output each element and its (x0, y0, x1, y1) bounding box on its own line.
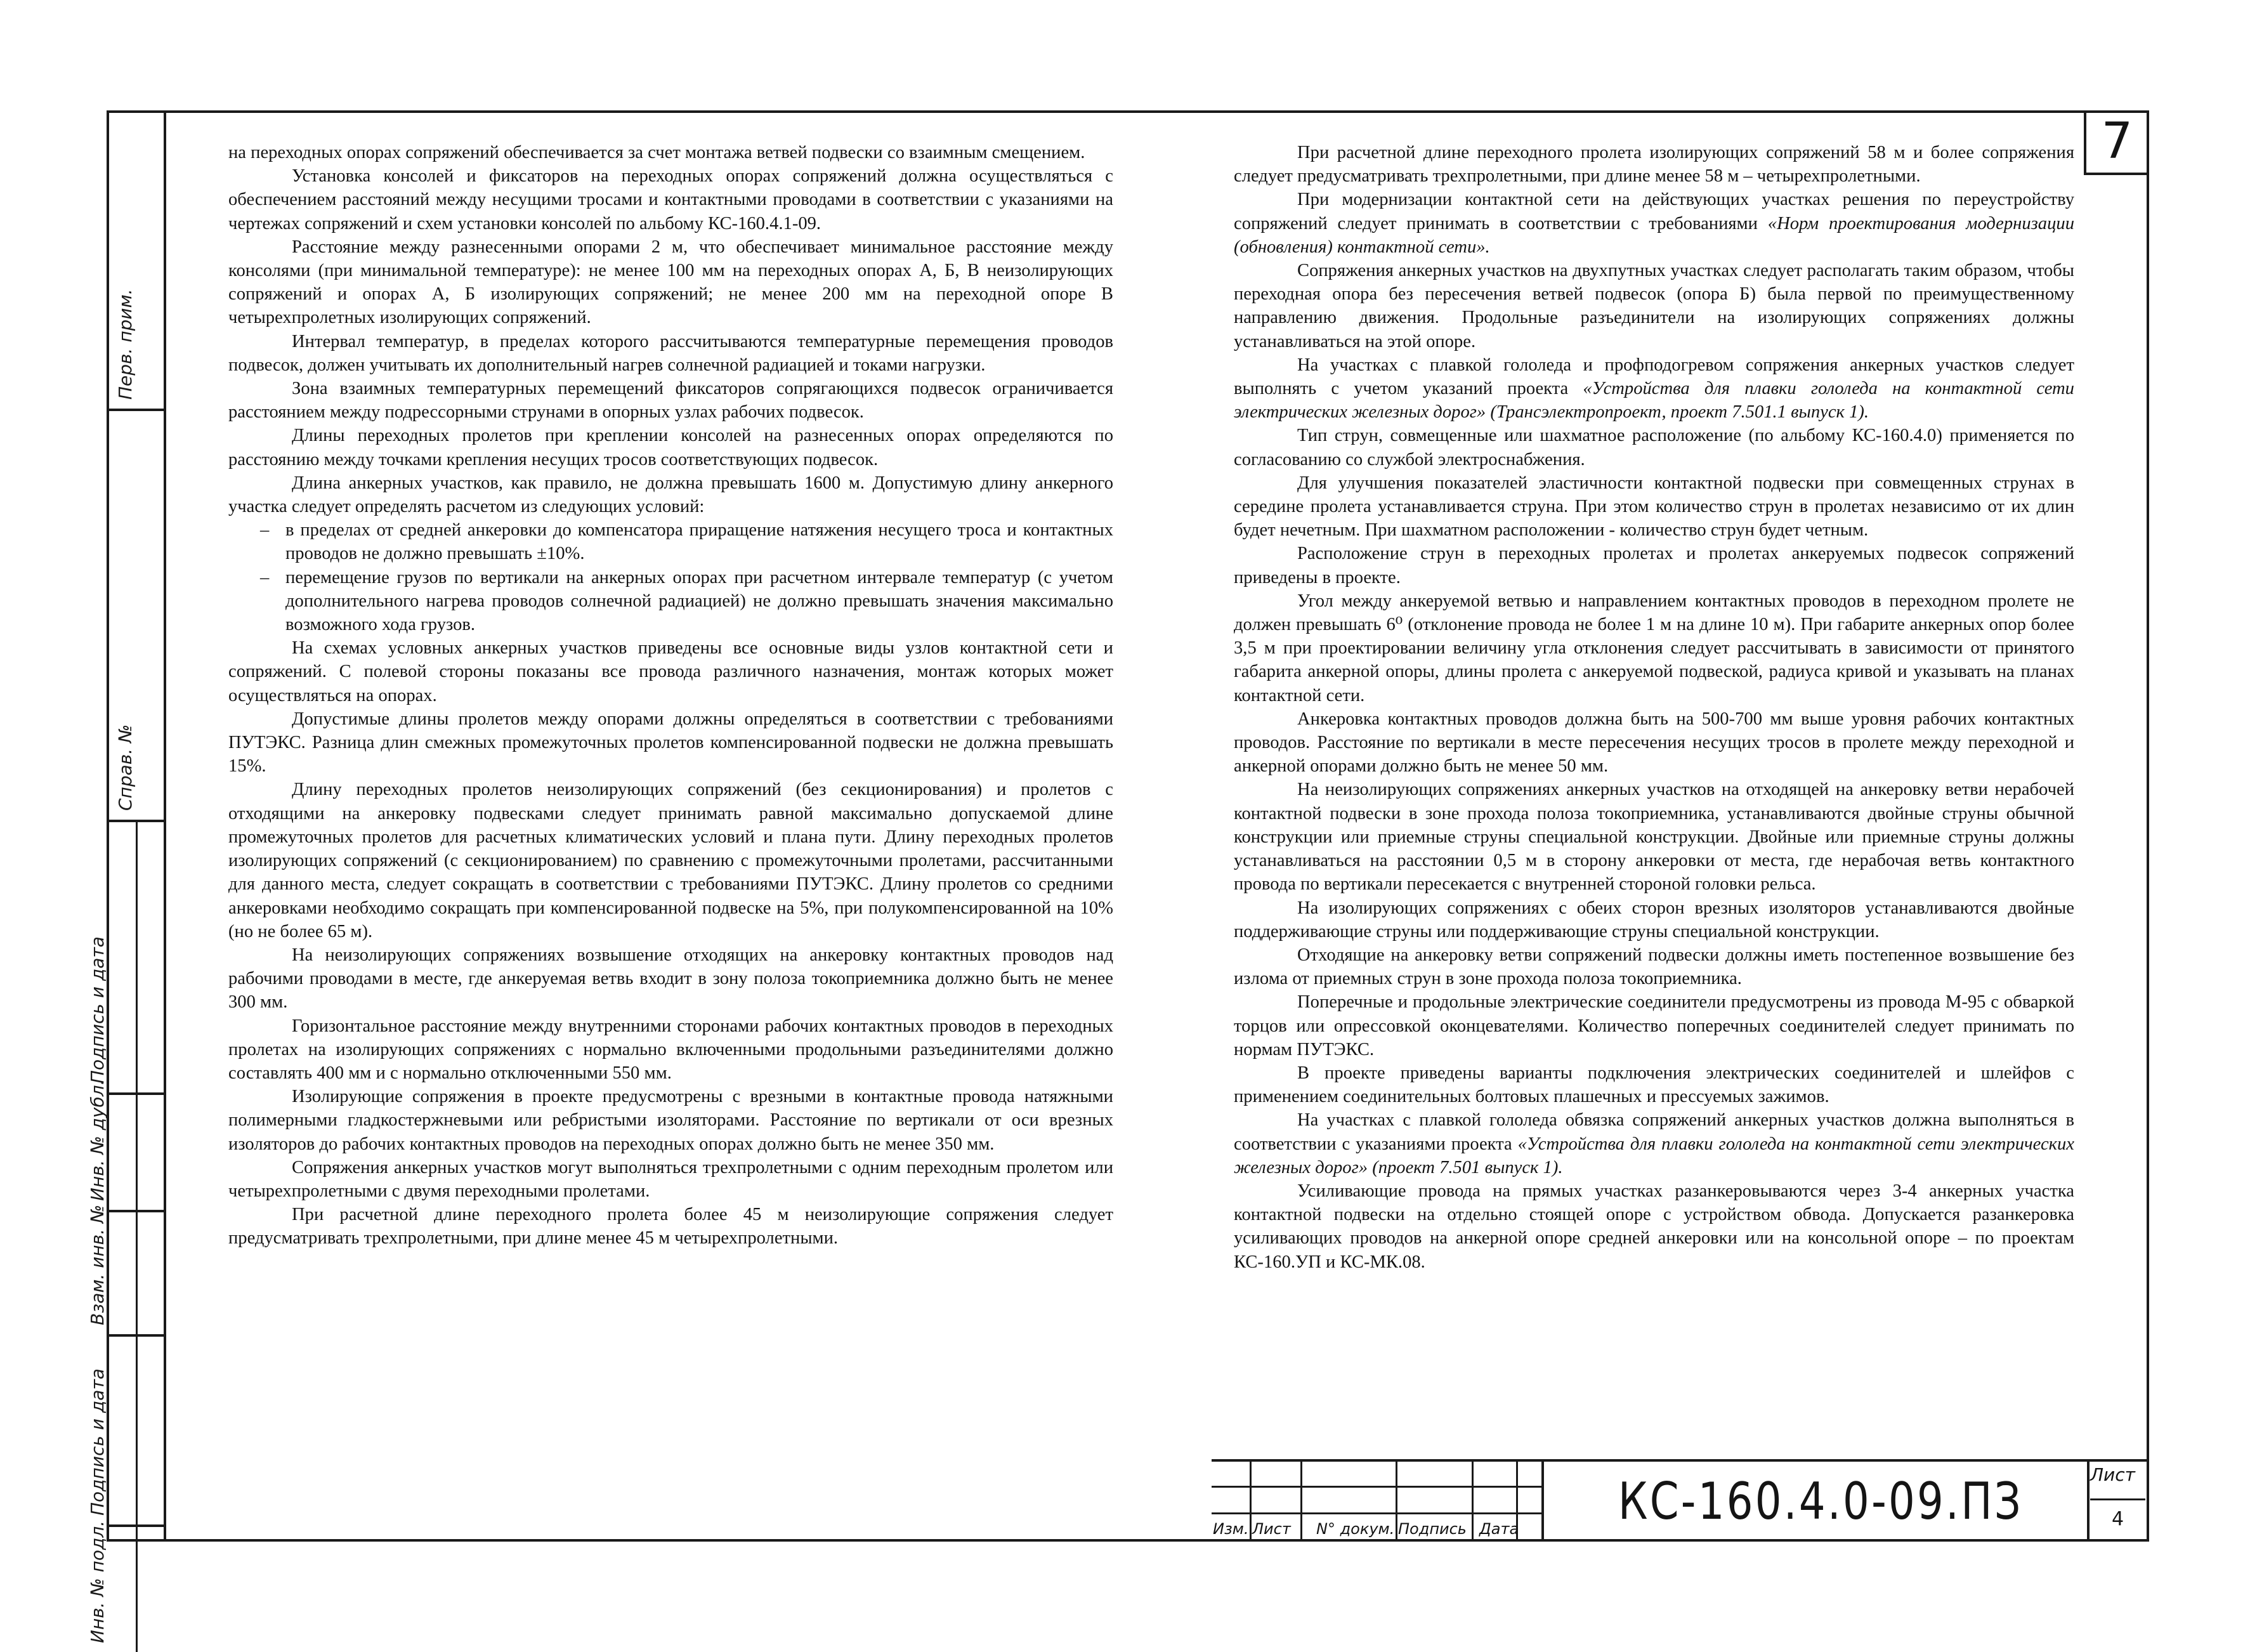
paragraph: Расстояние между разнесенными опорами 2 м, что обеспечивает минимальное расстояние между консолями (при минимальной температуре): не менее 100 мм на переходных опорах А, Б, В неизолирующих сопряжений и опорах А, Б изолирующих сопряжений; не менее 200 мм на переходной опоре В четырехпролетных изолирующих сопряжений. (228, 237, 1113, 328)
paragraph-reference: «Норм проектирования модернизации (обновления) контактной сети». (1234, 213, 2074, 257)
grid-line (1250, 1462, 1252, 1539)
paragraph: Для улучшения показателей эластичности контактной подвески при совмещенных струнах в середине пролета устанавливается струна. При этом количество струн в пролетах независимо от их длин будет нечетным. При шахматном расположении - количество струн будет четным. (1234, 473, 2074, 541)
paragraph: В проекте приведены варианты подключения электрических соединителей и шлейфов с применением соединительных болтовых плашечных и прессуемых зажимов. (1234, 1063, 2074, 1107)
perv-prim-label: Перв. прим. (115, 289, 136, 400)
list-item: – перемещение грузов по вертикали на анкерных опорах при расчетном интервале температур (с учетом дополнительного нагрева проводов солнечной радиацией) не должно превышать значения максимально возможного хода грузов. (228, 566, 1113, 637)
paragraph-reference: «Устройства для плавки гололеда на контактной сети электрических железных дорог» (проект 7.501 выпуск 1). (1234, 1134, 2074, 1177)
list-label: Лист (2090, 1464, 2135, 1485)
grid-line (1212, 1486, 1541, 1488)
paragraph: На неизолирующих сопряжениях анкерных участков на отходящей на анкеровку ветви нерабочей контактной подвески в зоне прохода полоза токоприемника, устанавливаются двойные струны обычной конструкции или приемные струны специальной конструкции. Двойные или приемные струны должны устанавливаться на расстоянии 0,5 м в сторону анкеровки от места, где нерабочая ветвь контактного провода по вертикали пересекается с внутренней стороной головки рельса. (1234, 780, 2074, 895)
inv-dubl-label: Инв. № дубл. (87, 1079, 108, 1201)
paragraph (1234, 188, 2074, 259)
paragraph-text: При модернизации контактной сети на действующих участках решения по переустройству сопряжений следует принимать в соответствии с требованиями (1234, 190, 2074, 233)
sprav-no-cell (108, 411, 164, 822)
document-code: КС-160.4.0-09.ПЗ (1618, 1472, 2024, 1531)
paragraph: При расчетной длине переходного пролета изолирующих сопряжений 58 м и более сопряжения следует предусматривать трехпролетными, при длине менее 58 м – четырехпролетными. (1234, 143, 2074, 187)
paragraph: Длина анкерных участков, как правило, не должна превышать 1600 м. Допустимую длину анкерного участка следует определять расчетом из следующих условий: (228, 473, 1113, 517)
left-text-column (228, 141, 1113, 1250)
paragraph-text: На участках с плавкой гололеда и профподогревом сопряжения анкерных участков следует выполнять с учетом указаний проекта (1234, 355, 2074, 399)
title-block-divider (1541, 1462, 1544, 1539)
paragraph: Установка консолей и фиксаторов на переходных опорах сопряжений должна осуществляться с обеспечением расстояний между несущими тросами и контактными проводами в соответствии с указаниями на чертежах сопряжений и схем установки консолей по альбому КС-160.4.1-09. (228, 166, 1113, 233)
podpis-data-label-2: Подпись и дата (87, 1368, 108, 1516)
grid-line (1300, 1462, 1302, 1539)
inv-podl-label: Инв. № подл. (87, 1520, 108, 1643)
title-block-divider (2087, 1462, 2090, 1539)
conditions-list (228, 518, 1113, 636)
paragraph: Расположение струн в переходных пролетах и пролетах анкеруемых подвесок сопряжений приведены в проекте. (1234, 544, 2074, 587)
paragraph: Тип струн, совмещенные или шахматное расположение (по альбому КС-160.4.0) применяется по согласованию со службой электроснабжения. (1234, 426, 2074, 469)
paragraph: Длины переходных пролетов при креплении консолей на разнесенных опорах определяются по расстоянию между точками крепления несущих тросов соответствующих подвесок. (228, 426, 1113, 469)
paragraph: Угол между анкеруемой ветвью и направлением контактных проводов в переходном пролете не должен превышать 6⁰ (отклонение провода не более 1 м на длине 10 м). При габарите анкерных опор более 3,5 м при проектировании величину угла отклонения следует рассчитывать в зависимости от принятого габарита анкерной опоры, длины пролета с анкеруемой подвеской, радиуса кривой и указывать на планах контактной сети. (1234, 591, 2074, 705)
paragraph: Интервал температур, в пределах которого рассчитываются температурные перемещения проводов подвесок, должен учитывать их дополнительный нагрев солнечной радиацией и токами нагрузки. (228, 331, 1113, 375)
header-signature: Подпись (1398, 1520, 1467, 1538)
paragraph: Сопряжения анкерных участков на двухпутных участках следует располагать таким образом, чтобы переходная опора без пересечения ветвей подвесок (опора Б) была первой по преимущественному направлению движения. Продольные разъединители на изолирующих сопряжениях должны устанавливаться на этой опоре. (1234, 261, 2074, 351)
header-doc-no: N° докум. (1316, 1520, 1395, 1538)
podpis-data-cell-2 (87, 1337, 164, 1527)
header-list: Лист (1252, 1520, 1291, 1538)
podpis-data-label-1: Подпись и дата (87, 936, 108, 1084)
paragraph: Изолирующие сопряжения в проекте предусмотрены с врезными в контактные провода натяжными полимерными гладкостержневыми или ребристыми изоляторами. Расстояние по вертикали от оси врезных изоляторов до рабочих контактных проводов на переходных опорах должно быть не менее 350 мм. (228, 1087, 1113, 1154)
paragraph: на переходных опорах сопряжений обеспечивается за счет монтажа ветвей подвески со взаимным смещением. (228, 143, 1085, 162)
paragraph-text: На участках с плавкой гололеда обвязка сопряжений анкерных участков должна выполняться в соответствии с указаниями проекта (1234, 1110, 2074, 1154)
title-block (1212, 1459, 2148, 1539)
paragraph: Отходящие на анкеровку ветви сопряжений подвески должны иметь постепенное возвышение без излома от приемных струн в зоне прохода полоза токоприемника. (1234, 945, 2074, 989)
paragraph: При расчетной длине переходного пролета более 45 м неизолирующие сопряжения следует предусматривать трехпролетными, при длине менее 45 м четырехпролетными. (228, 1205, 1113, 1249)
list-number: 4 (2090, 1498, 2145, 1538)
sheet-number-box (2084, 112, 2148, 175)
paragraph: Сопряжения анкерных участков могут выполняться трехпролетными с одним переходным пролетом или четырехпролетными с двумя переходными пролетами. (228, 1157, 1113, 1201)
header-date: Дата (1479, 1520, 1519, 1538)
perv-prim-cell (108, 112, 164, 411)
left-margin-stamp (87, 112, 166, 1643)
inv-podl-cell (87, 1520, 164, 1652)
paragraph: Зона взаимных температурных перемещений фиксаторов сопрягающихся подвесок ограничивается расстоянием между подрессорными струнами в опорных узлах рабочих подвесок. (228, 379, 1113, 423)
paragraph: Длину переходных пролетов неизолирующих сопряжений (без секционирования) и пролетов с отходящими на анкеровку подвесками следует принимать равной максимально допускаемой длине промежуточных пролетов для расчетных климатических условий и плана пути. Длину переходных пролетов изолирующих сопряжений (с секционированием) по сравнению с промежуточными пролетами, рассчитанными для данного места, следует сокращать в соответствии с требованиями ПУТЭКС. Длину пролетов со средними анкеровками необходимо сокращать при компенсированной подвеске на 5%, при полукомпенсированной на 10% (но не более 65 м). (228, 780, 1113, 941)
list-item: – в пределах от средней анкеровки до компенсатора приращение натяжения несущего троса и контактных проводов не должно превышать ±10%. (228, 518, 1113, 565)
paragraph-reference: «Устройства для плавки гололеда на контактной сети электрических железных дорог» (Трансэлектропроект, проект 7.501.1 выпуск 1). (1234, 379, 2074, 423)
vzam-inv-label: Взам. инв. № (87, 1204, 108, 1325)
sprav-no-label: Справ. № (115, 724, 136, 811)
podpis-data-cell-1 (87, 822, 164, 1095)
paragraph: На неизолирующих сопряжениях возвышение отходящих на анкеровку контактных проводов над рабочими проводами в месте, где анкеруемая ветвь входит в зону полоза токоприемника должно быть не менее 300 мм. (228, 945, 1113, 1013)
grid-line (1396, 1462, 1397, 1539)
sheet-number: 7 (2101, 113, 2133, 170)
paragraph (1234, 1108, 2074, 1179)
paragraph: Анкеровка контактных проводов должна быть на 500-700 мм выше уровня рабочих контактных проводов. Расстояние по вертикали в месте пересечения несущих тросов в пролете между переходной и анкерной опорами должно быть не менее 50 мм. (1234, 709, 2074, 777)
grid-line (1472, 1462, 1474, 1539)
paragraph: Поперечные и продольные электрические соединители предусмотрены из провода М-95 с обваркой торцов или опрессовкой оконцевателями. Количество поперечных соединителей следует принимать по нормам ПУТЭКС. (1234, 992, 2074, 1059)
paragraph: Усиливающие провода на прямых участках разанкеровываются через 3-4 анкерных участка контактной подвески на отдельно стоящей опоре с устройством обвода. Допускается разанкеровка усиливающих проводов на анкерной опоре средней анкеровки или на консольной опоре – по проектам КС-160.УП и КС-МК.08. (1234, 1181, 2074, 1272)
paragraph (1234, 353, 2074, 424)
paragraph: На изолирующих сопряжениях с обеих сторон врезных изоляторов устанавливаются двойные поддерживающие струны или поддерживающие струны специальной конструкции. (1234, 898, 2074, 941)
grid-line (1212, 1512, 1541, 1514)
vzam-inv-cell (87, 1204, 164, 1337)
paragraph: Допустимые длины пролетов между опорами должны определяться в соответствии с требованиями ПУТЭКС. Разница длин смежных промежуточных пролетов компенсированной подвески не должна превышать 15%. (228, 709, 1113, 777)
inv-dubl-cell (87, 1079, 164, 1212)
right-text-column (1234, 141, 2074, 1274)
revision-table (1212, 1462, 1541, 1539)
paragraph: На схемах условных анкерных участков приведены все основные виды узлов контактной сети и сопряжений. С полевой стороны показаны все провода различного назначения, монтаж которых может осуществляться на опорах. (228, 638, 1113, 705)
paragraph: Горизонтальное расстояние между внутренними сторонами рабочих контактных проводов в переходных пролетах на изолирующих сопряжениях с нормально включенными продольными разъединителями должно составлять 400 мм и с нормально отключенными 550 мм. (228, 1016, 1113, 1083)
header-izm: Изм. (1213, 1520, 1249, 1538)
